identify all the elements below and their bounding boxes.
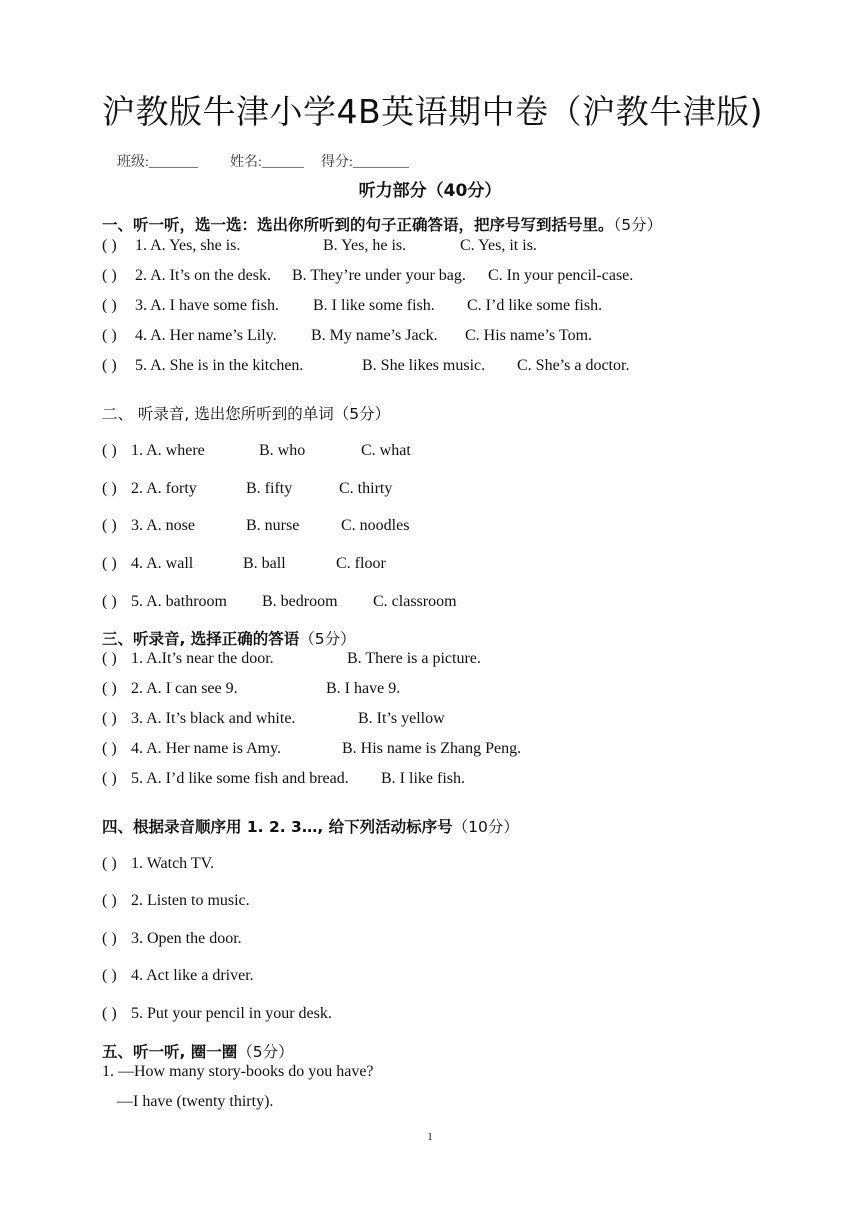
s4-item-2 (0, 892, 860, 912)
s2-item-3 (0, 517, 860, 537)
activity-text: 3. Open the door. (131, 930, 242, 947)
activity-text: 4. Act like a driver. (131, 967, 254, 984)
option-b: B. bedroom (262, 593, 338, 610)
s3-item-4 (0, 740, 860, 760)
option-c: C. noodles (341, 517, 410, 534)
s4-item-4 (0, 967, 860, 987)
section-3-points: （5分） (299, 630, 356, 648)
option-b: B. nurse (246, 517, 300, 534)
answer-bracket: ( ) (102, 855, 117, 872)
option-a: 4. A. Her name is Amy. (131, 740, 282, 757)
s3-item-2 (0, 680, 860, 700)
answer-bracket: ( ) (102, 1005, 117, 1022)
s5-question: 1. —How many story-books do you have? (102, 1063, 374, 1080)
option-b: B. There is a picture. (347, 650, 481, 667)
answer-bracket: ( ) (102, 267, 117, 284)
section-2-heading-text: 二、 听录音, 选出您所听到的单词 (102, 405, 334, 423)
section-3-heading-text: 三、听录音, 选择正确的答语 (102, 630, 300, 648)
answer-bracket: ( ) (102, 442, 117, 459)
section-1-points: （5分） (613, 216, 663, 234)
s2-item-2 (0, 480, 860, 500)
option-a: 5. A. She is in the kitchen. (135, 357, 304, 374)
option-c: C. classroom (373, 593, 457, 610)
option-b: B. They’re under your bag. (292, 267, 466, 284)
answer-bracket: ( ) (102, 593, 117, 610)
s4-item-5 (0, 1005, 860, 1025)
activity-text: 1. Watch TV. (131, 855, 215, 872)
section-5-points: （5分） (237, 1043, 294, 1061)
option-c: C. Yes, it is. (460, 237, 537, 254)
s2-item-4 (0, 555, 860, 575)
option-b: B. who (259, 442, 306, 459)
s5-answer: —I have (twenty thirty). (117, 1093, 274, 1110)
option-c: C. His name’s Tom. (465, 327, 593, 344)
option-b: B. His name is Zhang Peng. (342, 740, 522, 757)
answer-bracket: ( ) (102, 967, 117, 984)
answer-bracket: ( ) (102, 480, 117, 497)
s1-item-1 (0, 237, 860, 257)
s1-item-4 (0, 327, 860, 347)
option-c: C. I’d like some fish. (467, 297, 603, 314)
s4-item-1 (0, 855, 860, 875)
section-2-points: （5分） (333, 405, 391, 423)
s2-item-1 (0, 442, 860, 462)
answer-bracket: ( ) (102, 297, 117, 314)
option-c: C. In your pencil-case. (488, 267, 634, 284)
section-3-heading (102, 627, 356, 649)
option-a: 2. A. It’s on the desk. (135, 267, 271, 284)
option-c: C. what (361, 442, 411, 459)
s3-item-3 (0, 710, 860, 730)
option-b: B. ball (243, 555, 286, 572)
option-a: 1. A. Yes, she is. (135, 237, 241, 254)
option-a: 3. A. I have some fish. (135, 297, 279, 314)
section-4-points: （10分） (452, 818, 519, 836)
name-field: 姓名:______ (230, 155, 304, 170)
option-a: 5. A. bathroom (131, 593, 227, 610)
answer-bracket: ( ) (102, 357, 117, 374)
option-a: 4. A. wall (131, 555, 194, 572)
activity-text: 5. Put your pencil in your desk. (131, 1005, 332, 1022)
page-title: 沪教版牛津小学4B英语期中卷（沪教牛津版) (102, 92, 764, 131)
answer-bracket: ( ) (102, 740, 117, 757)
answer-bracket: ( ) (102, 650, 117, 667)
section-1-heading-text: 一、听一听，选一选：选出你所听到的句子正确答语，把序号写到括号里。 (102, 216, 614, 234)
answer-bracket: ( ) (102, 327, 117, 344)
option-a: 2. A. forty (131, 480, 197, 497)
score-field: 得分:________ (321, 155, 409, 170)
answer-bracket: ( ) (102, 892, 117, 909)
option-a: 5. A. I’d like some fish and bread. (131, 770, 349, 787)
answer-bracket: ( ) (102, 680, 117, 697)
s4-item-3 (0, 930, 860, 950)
option-b: B. She likes music. (362, 357, 486, 374)
section-5-heading-text: 五、听一听, 圈一圈 (102, 1043, 238, 1061)
option-a: 1. A.It’s near the door. (131, 650, 274, 667)
option-a: 3. A. It’s black and white. (131, 710, 296, 727)
answer-bracket: ( ) (102, 770, 117, 787)
option-b: B. It’s yellow (358, 710, 445, 727)
option-b: B. I have 9. (326, 680, 401, 697)
option-c: C. She’s a doctor. (517, 357, 630, 374)
option-c: C. thirty (339, 480, 393, 497)
option-b: B. Yes, he is. (323, 237, 407, 254)
s3-item-1 (0, 650, 860, 670)
s1-item-2 (0, 267, 860, 287)
s2-item-5 (0, 593, 860, 613)
section-5-heading (102, 1040, 294, 1062)
s1-item-5 (0, 357, 860, 377)
option-a: 4. A. Her name’s Lily. (135, 327, 277, 344)
page-number: 1 (427, 1131, 433, 1143)
answer-bracket: ( ) (102, 517, 117, 534)
option-b: B. My name’s Jack. (311, 327, 438, 344)
option-b: B. fifty (246, 480, 293, 497)
section-4-heading-text: 四、根据录音顺序用 1. 2. 3…, 给下列活动标序号 (102, 818, 453, 836)
listening-part-title: 听力部分（40分） (358, 181, 502, 201)
answer-bracket: ( ) (102, 237, 117, 254)
answer-bracket: ( ) (102, 930, 117, 947)
section-1-heading (102, 213, 662, 235)
answer-bracket: ( ) (102, 710, 117, 727)
section-4-heading (102, 815, 519, 837)
option-a: 3. A. nose (131, 517, 195, 534)
activity-text: 2. Listen to music. (131, 892, 250, 909)
section-2-heading (102, 402, 390, 424)
class-field: 班级:_______ (117, 155, 198, 170)
option-b: B. I like fish. (381, 770, 465, 787)
s3-item-5 (0, 770, 860, 790)
option-b: B. I like some fish. (313, 297, 435, 314)
answer-bracket: ( ) (102, 555, 117, 572)
option-c: C. floor (336, 555, 386, 572)
s1-item-3 (0, 297, 860, 317)
option-a: 1. A. where (131, 442, 205, 459)
option-a: 2. A. I can see 9. (131, 680, 238, 697)
